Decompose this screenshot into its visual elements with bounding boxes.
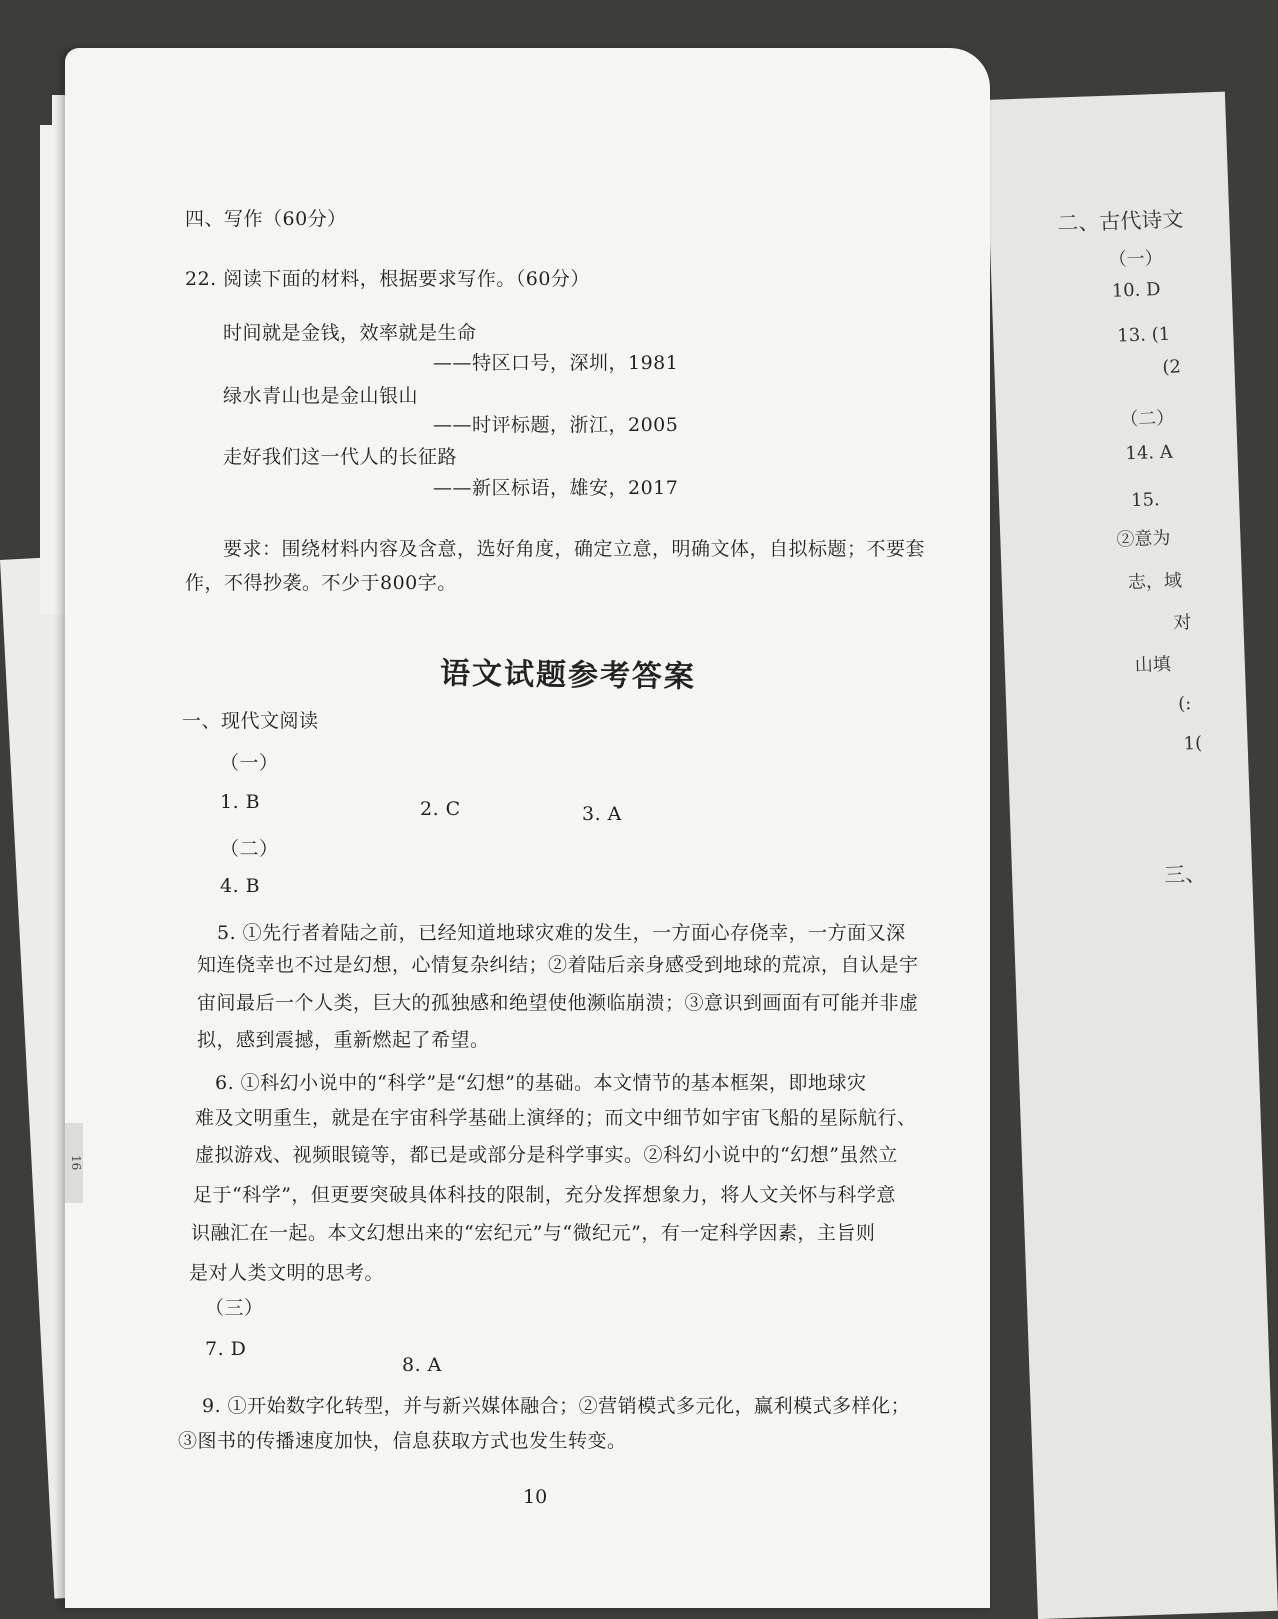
- answer-paragraph-line: 拟，感到震撼，重新燃起了希望。: [197, 1029, 490, 1051]
- answer-paragraph-line: 知连侥幸也不过是幻想，心情复杂纠结；②着陆后亲身感受到地球的荒凉，自认是宇: [197, 954, 919, 976]
- quote-text: 走好我们这一代人的长征路: [223, 446, 458, 468]
- right-page-text: 13. (1: [1116, 323, 1171, 347]
- answer-paragraph-line: 足于“科学”，但更要突破具体科技的限制，充分发挥想象力，将人文关怀与科学意: [193, 1184, 896, 1206]
- right-page-text: 山填: [1134, 653, 1172, 677]
- subsection-label: （二）: [220, 838, 279, 860]
- right-page-text: ②意为: [1116, 527, 1171, 551]
- right-page-text: 1(: [1183, 732, 1203, 755]
- right-page-text: （一）: [1108, 247, 1164, 271]
- requirement-text: 要求：围绕材料内容及含意，选好角度，确定立意，明确文体，自拟标题；不要套: [223, 538, 926, 560]
- question-22: 22. 阅读下面的材料，根据要求写作。（60分）: [185, 268, 590, 290]
- right-page-text: （二）: [1119, 407, 1175, 431]
- quote-text: 时间就是金钱，效率就是生命: [223, 322, 477, 344]
- answer-paragraph-line: 是对人类文明的思考。: [189, 1262, 385, 1284]
- right-page-text: (2: [1162, 356, 1182, 378]
- answer-item: 2. C: [420, 798, 461, 820]
- answer-paragraph-line: 虚拟游戏、视频眼镜等，都已是或部分是科学事实。②科幻小说中的“幻想”虽然立: [195, 1144, 898, 1166]
- answer-paragraph-line: ③图书的传播速度加快，信息获取方式也发生转变。: [178, 1430, 627, 1452]
- page-number: 10: [523, 1486, 548, 1508]
- subsection-label: （三）: [205, 1297, 264, 1319]
- answer-item: 3. A: [582, 803, 622, 825]
- right-page-text: 10. D: [1111, 278, 1161, 302]
- answer-paragraph-line: 难及文明重生，就是在宇宙科学基础上演绎的；而文中细节如宇宙飞船的星际航行、: [195, 1107, 917, 1129]
- right-page-text: 二、古代诗文: [1056, 207, 1184, 236]
- answer-item: 7. D: [205, 1338, 247, 1360]
- exam-page: [65, 48, 990, 1608]
- quote-source: ——特区口号，深圳，1981: [433, 352, 679, 374]
- side-tab: 16: [65, 1123, 83, 1203]
- answer-paragraph-line: 5. ①先行者着陆之前，已经知道地球灾难的发生，一方面心存侥幸，一方面又深: [217, 922, 906, 944]
- subsection-label: （一）: [220, 752, 279, 774]
- answer-item: 4. B: [220, 875, 261, 897]
- right-page: [985, 92, 1278, 1619]
- requirement-text: 作，不得抄袭。不少于800字。: [185, 572, 457, 594]
- part-heading: 一、现代文阅读: [182, 710, 319, 732]
- right-page-text: 志，域: [1127, 570, 1183, 594]
- answer-item: 1. B: [220, 791, 261, 813]
- right-page-text: 15.: [1130, 489, 1161, 512]
- quote-text: 绿水青山也是金山银山: [223, 385, 419, 407]
- answer-paragraph-line: 9. ①开始数字化转型，并与新兴媒体融合；②营销模式多元化，赢利模式多样化；: [202, 1395, 911, 1417]
- answer-paragraph-line: 识融汇在一起。本文幻想出来的“宏纪元”与“微纪元”，有一定科学因素，主旨则: [191, 1222, 876, 1244]
- section-heading: 四、写作（60分）: [185, 208, 347, 230]
- right-page-text: 14. A: [1125, 441, 1174, 465]
- answer-paragraph-line: 宙间最后一个人类，巨大的孤独感和绝望使他濒临崩溃；③意识到画面有可能并非虚: [197, 992, 919, 1014]
- quote-source: ——时评标题，浙江，2005: [433, 414, 679, 436]
- answers-title: 语文试题参考答案: [439, 656, 697, 695]
- right-page-text: 对: [1173, 612, 1192, 634]
- right-page-text: 三、: [1163, 861, 1207, 888]
- right-page-text: (:: [1177, 693, 1192, 715]
- answer-item: 8. A: [402, 1354, 442, 1376]
- quote-source: ——新区标语，雄安，2017: [433, 477, 679, 499]
- answer-paragraph-line: 6. ①科幻小说中的“科学”是“幻想”的基础。本文情节的基本框架，即地球灾: [215, 1072, 867, 1094]
